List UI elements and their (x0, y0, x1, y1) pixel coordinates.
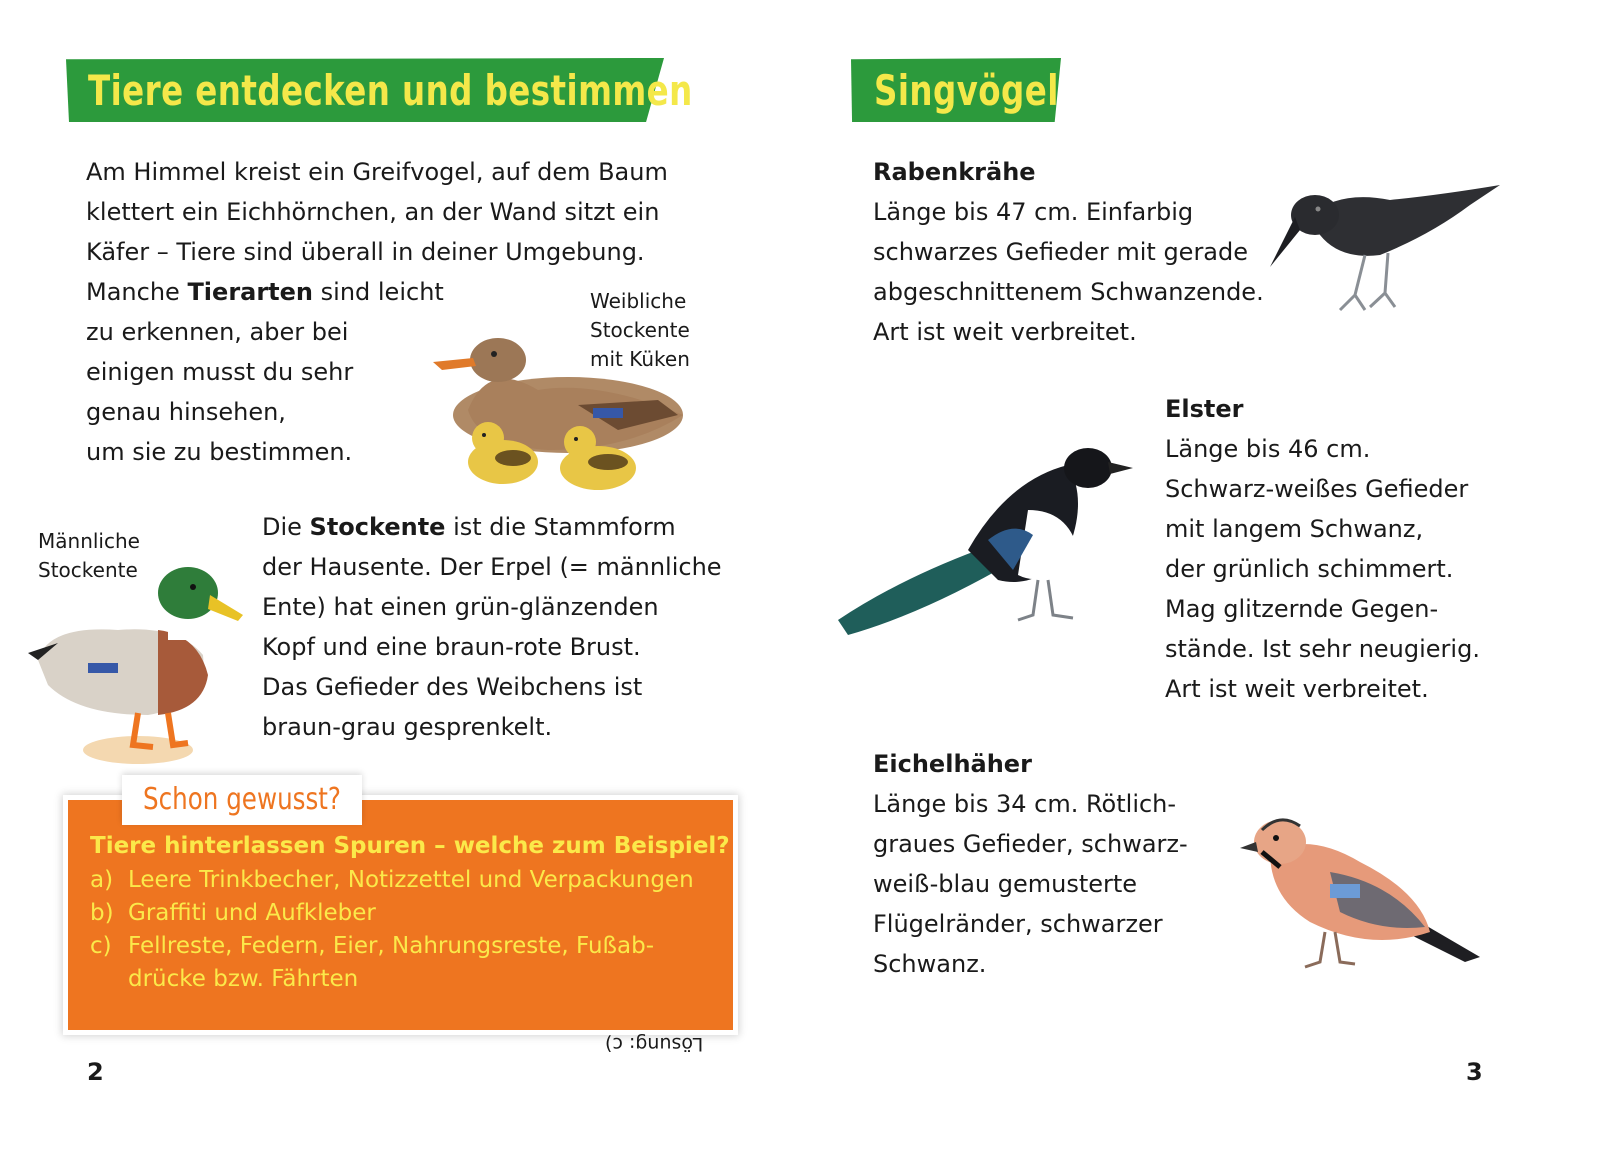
fact-option-c: c) Fellreste, Federn, Eier, Nahrungsreste, Fußab- (90, 933, 655, 959)
mallard-paragraph (262, 507, 722, 747)
mallard-line: Kopf und eine braun-rote Brust. (262, 633, 641, 661)
page-title-right: Singvögel (874, 66, 1059, 115)
mallard-line: Das Gefieder des Weibchens ist (262, 673, 643, 701)
page-number-right: 3 (1466, 1058, 1483, 1086)
page-title-left: Tiere entdecken und bestimmen (88, 66, 693, 115)
page-number-left: 2 (87, 1058, 104, 1086)
jay-illustration (1240, 812, 1480, 972)
fact-box-tab-label: Schon gewusst? (143, 782, 341, 817)
male-mallard-illustration (28, 565, 248, 775)
crow-entry: Rabenkrähe Länge bis 47 cm. Einfarbig schwarzes Gefieder mit gerade abgeschnittenem Schwanzende. Art ist weit verbreitet. (873, 152, 1264, 352)
intro-line: zu erkennen, aber bei (86, 318, 349, 346)
female-mallard-illustration (428, 320, 698, 500)
crow-name: Rabenkrähe (873, 158, 1036, 186)
intro-line: genau hinsehen, (86, 398, 286, 426)
jay-name: Eichelhäher (873, 750, 1032, 778)
keyword-tierarten: Tierarten (187, 278, 314, 306)
magpie-entry: Elster Länge bis 46 cm. Schwarz-weißes Gefieder mit langem Schwanz, der grünlich schimmert. Mag glitzernde Gegen- stände. Ist sehr neugierig. Art ist weit verbreitet. (1165, 389, 1480, 709)
magpie-illustration (838, 440, 1133, 640)
intro-line: Manche Tierarten sind leicht (86, 278, 444, 306)
intro-line: um sie zu bestimmen. (86, 438, 353, 466)
mallard-line: Die Stockente ist die Stammform (262, 513, 676, 541)
fact-option-c-cont: drücke bzw. Fährten (128, 966, 359, 992)
mallard-line: braun-grau gesprenkelt. (262, 713, 553, 741)
mallard-line: der Hausente. Der Erpel (= männliche (262, 553, 722, 581)
male-duck-caption: Männliche Stockente (38, 529, 140, 582)
intro-line: Am Himmel kreist ein Greifvogel, auf dem Baum (86, 158, 668, 186)
magpie-name: Elster (1165, 395, 1244, 423)
crow-illustration (1270, 175, 1500, 315)
female-duck-caption: Weibliche Stockente mit Küken (590, 289, 690, 371)
intro-line: klettert ein Eichhörnchen, an der Wand sitzt ein (86, 198, 660, 226)
upside-down-solution: Lösung: c) (605, 1033, 704, 1055)
intro-line: einigen musst du sehr (86, 358, 354, 386)
fact-option-b: b) Graffiti und Aufkleber (90, 900, 376, 926)
jay-entry: Eichelhäher Länge bis 34 cm. Rötlich- graues Gefieder, schwarz- weiß-blau gemusterte Flügelränder, schwarzer Schwanz. (873, 744, 1188, 984)
mallard-line: Ente) hat einen grün-glänzenden (262, 593, 659, 621)
fact-option-a: a) Leere Trinkbecher, Notizzettel und Verpackungen (90, 867, 694, 893)
keyword-stockente: Stockente (309, 513, 446, 541)
fact-question: Tiere hinterlassen Spuren – welche zum Beispiel? (90, 833, 730, 859)
intro-line: Käfer – Tiere sind überall in deiner Umgebung. (86, 238, 645, 266)
